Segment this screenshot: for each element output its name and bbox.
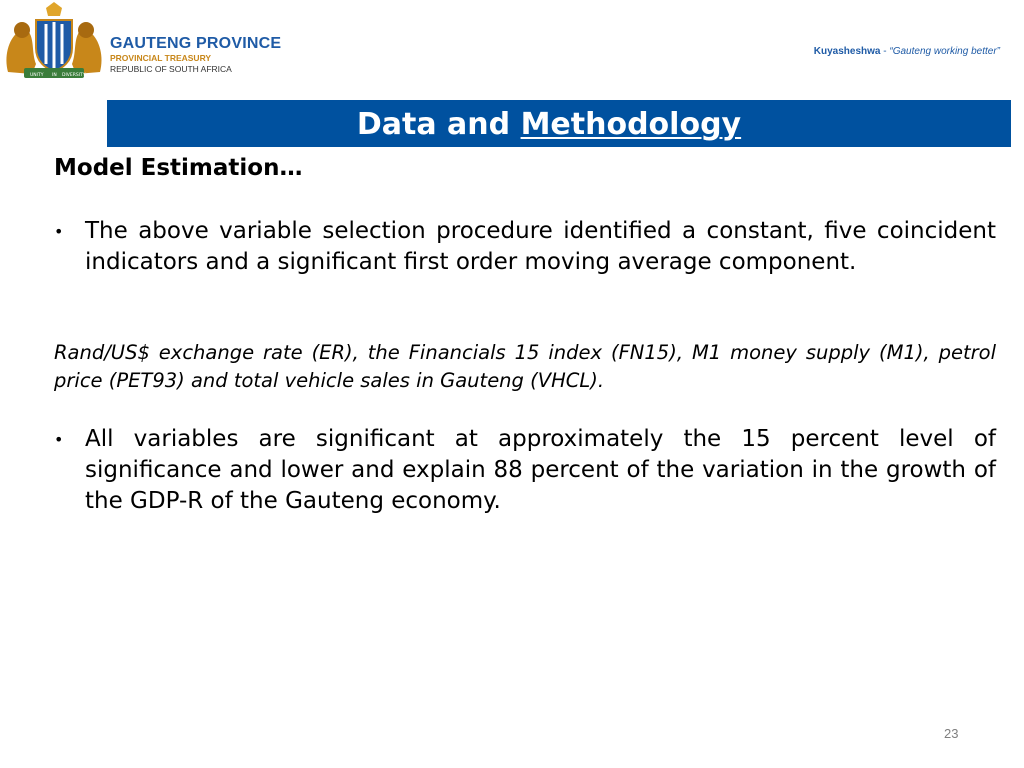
bullet-text-1: The above variable selection procedure identified a constant, five coincident indicators and a significant first order moving average component. (85, 218, 996, 275)
bullet-text-2: All variables are significant at approximately the 15 percent level of significance and lower and explain 88 percent of the variation in the growth of the GDP-R of the Gauteng economy. (85, 426, 996, 514)
crest-label-unity: UNITY (30, 73, 44, 78)
bullet-item-2 (54, 424, 996, 517)
gauteng-coat-of-arms-logo (2, 2, 106, 82)
org-treasury: PROVINCIAL TREASURY (110, 53, 212, 63)
org-name: GAUTENG PROVINCE (110, 35, 282, 52)
bullet-dot-icon: • (54, 222, 64, 241)
slide-title-bar (107, 100, 1011, 147)
crest-label-diversity: DIVERSITY (62, 73, 86, 78)
variables-note: Rand/US$ exchange rate (ER), the Financials 15 index (FN15), M1 money supply (M1), petrol price (PET93) and total vehicle sales in Gauteng (VHCL). (54, 341, 996, 392)
slide-title-part1: Data and (356, 107, 521, 142)
slogan-separator: - (880, 46, 890, 57)
crest-label-in: IN (52, 73, 57, 78)
section-subtitle: Model Estimation… (54, 155, 303, 181)
bullet-item-1 (54, 216, 996, 278)
page-number: 23 (944, 726, 959, 741)
slogan-quote: “Gauteng working better” (889, 46, 1000, 57)
org-country: REPUBLIC OF SOUTH AFRICA (110, 64, 232, 74)
slogan (814, 46, 1000, 57)
slogan-word: Kuyasheshwa (813, 46, 881, 57)
bullet-dot-icon: • (54, 430, 64, 449)
slide-title-part2: Methodology (520, 107, 742, 142)
org-block (110, 34, 281, 75)
